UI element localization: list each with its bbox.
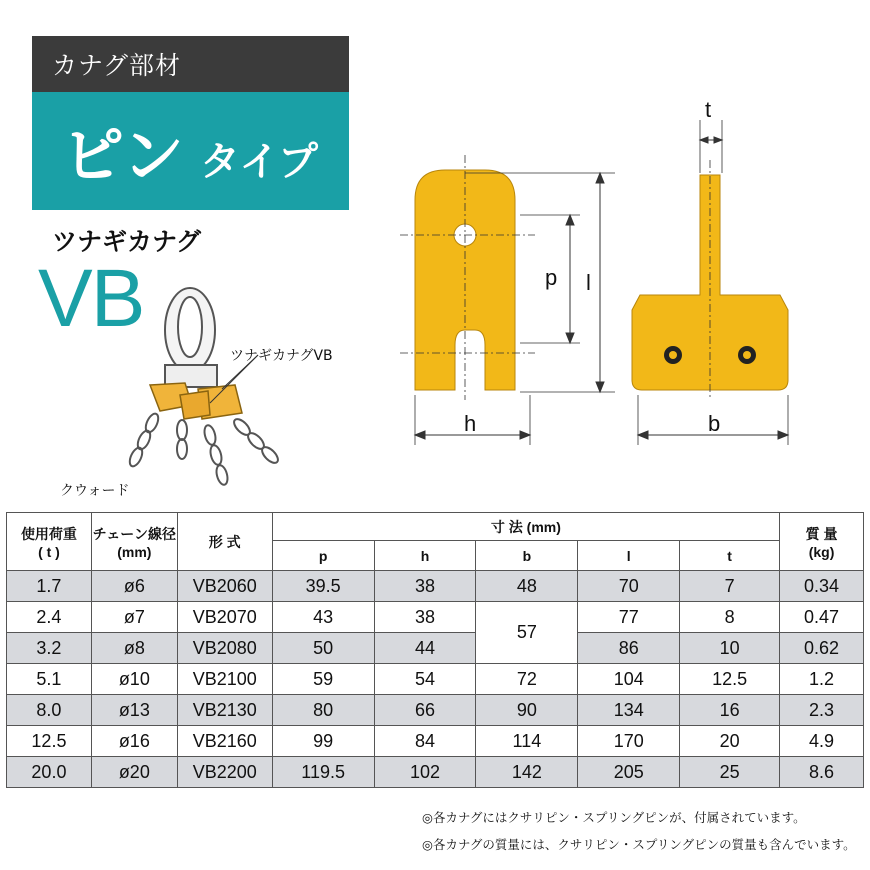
table-row [7,633,864,664]
cell-mass: 0.62 [780,633,864,664]
type-suffix: タイプ [200,139,318,185]
cell-form: VB2070 [177,602,272,633]
cell-load: 8.0 [7,695,92,726]
cell-chain: ø6 [91,571,177,602]
cell-b: 114 [476,726,578,757]
table-row [7,571,864,602]
cell-p: 80 [272,695,374,726]
col-l: l [578,541,680,571]
cell-l: 86 [578,633,680,664]
type-main: ピン [62,119,183,192]
dim-b: b [708,411,721,436]
cell-p: 43 [272,602,374,633]
cell-b: 48 [476,571,578,602]
cell-form: VB2100 [177,664,272,695]
cell-h: 44 [374,633,476,664]
note-2: ◎各カナグの質量には、クサリピン・スプリングピンの質量も含んでいます。 [422,837,856,852]
cell-p: 39.5 [272,571,374,602]
category-label: カナグ部材 [52,51,182,80]
callout-label: ツナギカナグVB [230,348,333,364]
cell-load: 2.4 [7,602,92,633]
col-h: h [374,541,476,571]
col-mass: 質 量 (kg) [780,513,864,571]
cell-form: VB2080 [177,633,272,664]
cell-chain: ø20 [91,757,177,788]
type-banner [32,92,349,210]
cell-p: 119.5 [272,757,374,788]
dim-h: h [464,411,477,436]
cell-chain: ø16 [91,726,177,757]
cell-h: 38 [374,571,476,602]
cell-p: 99 [272,726,374,757]
cell-t: 8 [680,602,780,633]
col-form: 形 式 [177,513,272,571]
spec-table [6,512,864,788]
cell-load: 3.2 [7,633,92,664]
cell-mass: 8.6 [780,757,864,788]
dimension-diagram [390,95,810,455]
cell-t: 12.5 [680,664,780,695]
product-model: VB [38,253,144,344]
cell-load: 1.7 [7,571,92,602]
cell-p: 59 [272,664,374,695]
cell-t: 25 [680,757,780,788]
cell-h: 54 [374,664,476,695]
cell-t: 16 [680,695,780,726]
cell-chain: ø8 [91,633,177,664]
cell-t: 20 [680,726,780,757]
cell-h: 84 [374,726,476,757]
cell-mass: 1.2 [780,664,864,695]
cell-l: 104 [578,664,680,695]
col-load: 使用荷重 ( t ) [7,513,92,571]
cell-form: VB2160 [177,726,272,757]
cell-mass: 4.9 [780,726,864,757]
cell-b: 142 [476,757,578,788]
dim-t: t [705,97,712,122]
cell-load: 5.1 [7,664,92,695]
cell-h: 38 [374,602,476,633]
table-row [7,602,864,633]
cell-mass: 0.47 [780,602,864,633]
cell-l: 134 [578,695,680,726]
cell-form: VB2200 [177,757,272,788]
note-1: ◎各カナグにはクサリピン・スプリングピンが、付属されています。 [422,810,806,825]
product-name: ツナギカナグ [52,227,202,256]
cell-h: 102 [374,757,476,788]
cell-h: 66 [374,695,476,726]
hook-label: クウォード [60,483,130,499]
table-row [7,664,864,695]
table-row [7,695,864,726]
cell-mass: 0.34 [780,571,864,602]
cell-l: 205 [578,757,680,788]
category-banner [32,36,349,92]
cell-mass: 2.3 [780,695,864,726]
cell-t: 7 [680,571,780,602]
chain-assembly-illustration [110,285,370,495]
col-b: b [476,541,578,571]
col-t: t [680,541,780,571]
table-row [7,757,864,788]
cell-load: 12.5 [7,726,92,757]
cell-t: 10 [680,633,780,664]
col-chain: チェーン線径 (mm) [91,513,177,571]
cell-b: 57 [476,602,578,664]
cell-p: 50 [272,633,374,664]
cell-l: 77 [578,602,680,633]
cell-form: VB2060 [177,571,272,602]
cell-l: 70 [578,571,680,602]
cell-chain: ø7 [91,602,177,633]
dim-l: l [586,270,591,295]
cell-load: 20.0 [7,757,92,788]
cell-b: 72 [476,664,578,695]
cell-b: 90 [476,695,578,726]
col-p: p [272,541,374,571]
dim-p: p [545,265,558,290]
table-row [7,726,864,757]
cell-l: 170 [578,726,680,757]
cell-chain: ø10 [91,664,177,695]
cell-form: VB2130 [177,695,272,726]
col-dimensions: 寸 法 (mm) [272,513,779,541]
cell-chain: ø13 [91,695,177,726]
